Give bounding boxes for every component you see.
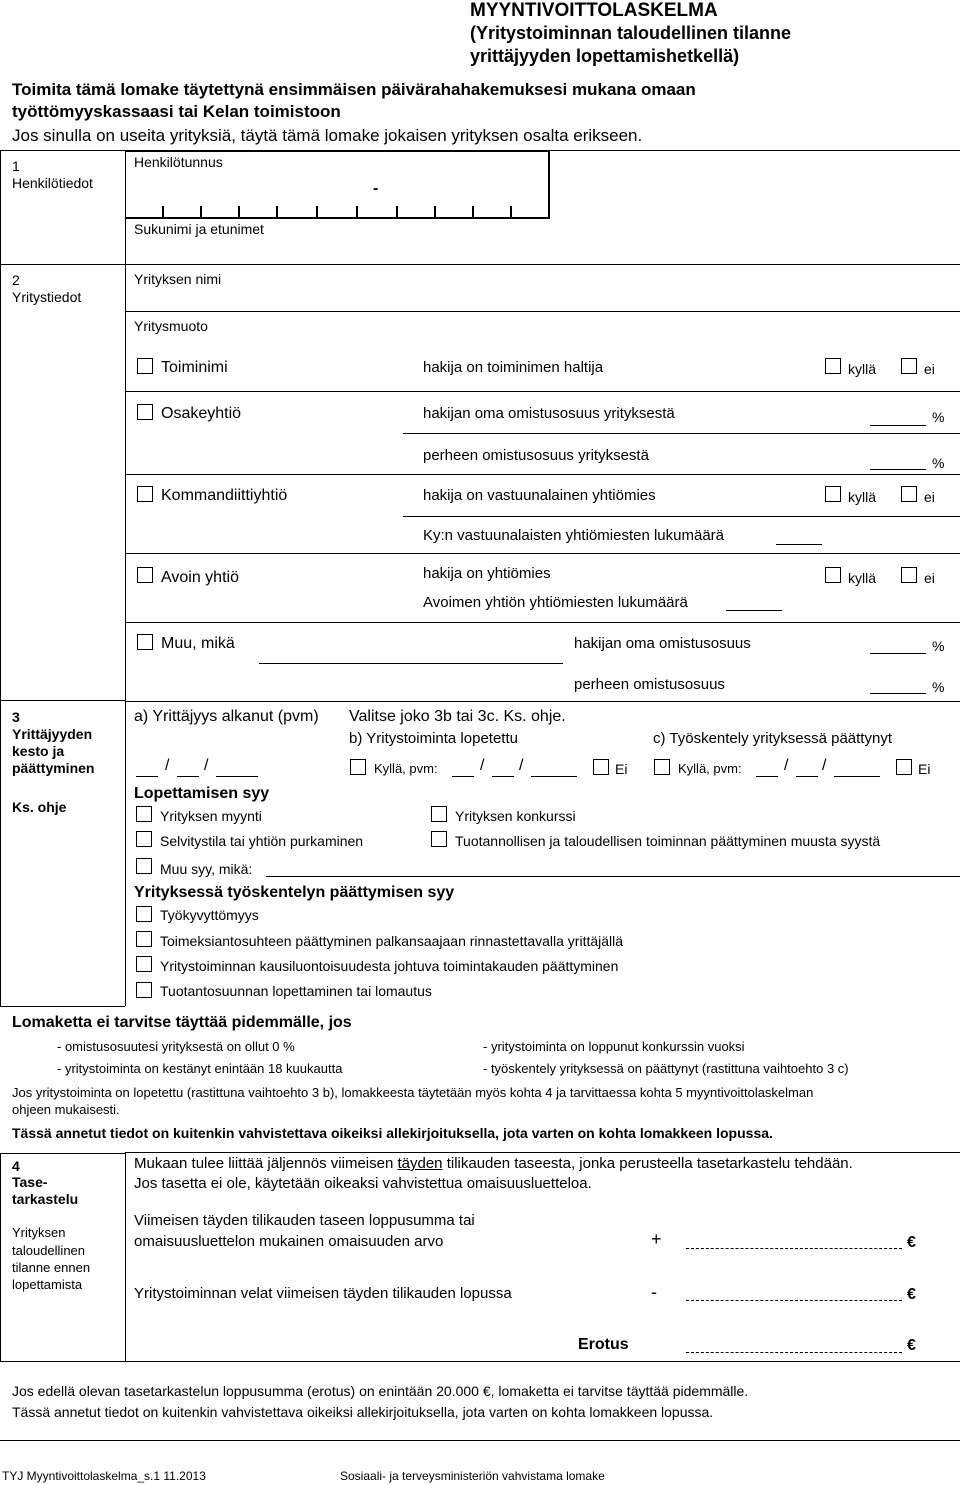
date-slash: / <box>784 757 789 774</box>
ay-partner-count-label: Avoimen yhtiön yhtiömiesten lukumäärä <box>423 594 688 611</box>
reason-title: Lopettamisen syy <box>134 785 270 802</box>
toiminimi-question: hakija on toiminimen haltija <box>423 359 604 376</box>
oy-family-share-label: perheen omistusosuus yrityksestä <box>423 447 649 464</box>
reason-other-ending-label: Tuotannollisen ja taloudellisen toiminnan päättyminen muusta syystä <box>455 833 881 849</box>
ay-checkbox[interactable] <box>137 567 153 583</box>
date-slash: / <box>519 757 524 774</box>
divider <box>125 701 960 702</box>
c-year-input[interactable] <box>834 776 880 777</box>
balance-instruction-underlined: täyden <box>397 1155 443 1172</box>
euro-sign: € <box>907 1234 916 1251</box>
muu-label: Muu, mikä <box>161 635 235 652</box>
no-label: ei <box>924 489 935 505</box>
work-layoff-checkbox[interactable] <box>136 982 152 998</box>
assets-label-line1: Viimeisen täyden tilikauden taseen loppusumma tai <box>134 1212 475 1229</box>
section3-number: 3 <box>12 709 20 725</box>
section4-sub-line4: lopettamista <box>12 1277 83 1292</box>
form-title: MYYNTIVOITTOLASKELMA <box>470 0 718 21</box>
difference-label: Erotus <box>578 1336 629 1353</box>
section4-sub-line1: Yrityksen <box>12 1225 66 1240</box>
reason-liquidation-checkbox[interactable] <box>136 831 152 847</box>
b-month-input[interactable] <box>492 776 514 777</box>
bottom-note-line2: Tässä annetut tiedot on kuitenkin vahvistettava oikeiksi allekirjoituksella, jota varten on kohta lomakkeen lopussa. <box>12 1404 714 1420</box>
section3-title-line2: kesto ja <box>12 743 65 759</box>
assets-input[interactable] <box>686 1248 902 1249</box>
reason-other-ending-checkbox[interactable] <box>431 831 447 847</box>
ssn-dash: - <box>373 180 379 197</box>
notice-item: - yritystoiminta on loppunut konkurssin vuoksi <box>483 1039 745 1054</box>
euro-sign: € <box>907 1337 916 1354</box>
ssn-tick <box>200 206 202 218</box>
muu-family-share-label: perheen omistusosuus <box>574 676 725 693</box>
section3-title-line1: Yrittäjyyden <box>12 726 93 742</box>
start-date-label: a) Yrittäjyys alkanut (pvm) <box>134 708 319 725</box>
percent-sign: % <box>932 679 945 695</box>
section2-number: 2 <box>12 272 20 288</box>
section1-title: Henkilötiedot <box>12 175 93 191</box>
notice-paragraph-line2: ohjeen mukaisesti. <box>12 1102 120 1117</box>
form-subtitle-line1: (Yritystoiminnan taloudellinen tilanne <box>470 23 792 43</box>
no-label: ei <box>924 361 935 377</box>
assets-label-line2: omaisuusluettelon mukainen omaisuuden arvo <box>134 1233 444 1250</box>
section4-sub-line3: tilanne ennen <box>12 1260 91 1275</box>
see-instructions: Ks. ohje <box>12 799 67 815</box>
ssn-tick <box>396 206 398 218</box>
oy-own-share-label: hakijan oma omistusosuus yrityksestä <box>423 405 675 422</box>
section4-title-line1: Tase- <box>12 1174 48 1190</box>
divider <box>125 311 960 312</box>
section3-title-line3: päättyminen <box>12 760 95 776</box>
percent-sign: % <box>932 409 945 425</box>
percent-sign: % <box>932 455 945 471</box>
form-subtitle-line2: yrittäjyyden lopettamishetkellä) <box>470 46 740 66</box>
option-c-yes-checkbox[interactable] <box>654 759 670 775</box>
date-slash: / <box>204 757 209 774</box>
balance-instruction-line1 <box>134 1155 853 1172</box>
reason-sale-label: Yrityksen myynti <box>160 808 262 824</box>
reason-other-input[interactable] <box>266 876 960 877</box>
ay-label: Avoin yhtiö <box>161 569 239 586</box>
ssn-tick <box>162 206 164 218</box>
ay-partner-count-input[interactable] <box>726 610 782 611</box>
ay-no-checkbox[interactable] <box>901 567 917 583</box>
ky-no-checkbox[interactable] <box>901 486 917 502</box>
notice-title: Lomaketta ei tarvitse täyttää pidemmälle, jos <box>12 1014 352 1031</box>
no-label: ei <box>924 570 935 586</box>
work-contract-end-label: Toimeksiantosuhteen päättyminen palkansaajaan rinnastettavalla yrittäjällä <box>160 933 624 949</box>
notice-confirmation: Tässä annetut tiedot on kuitenkin vahvistettava oikeiksi allekirjoituksella, jota varten on kohta lomakkeen lopussa. <box>12 1125 773 1141</box>
yes-date-label: Kyllä, pvm: <box>374 761 438 776</box>
percent-sign: % <box>932 638 945 654</box>
c-month-input[interactable] <box>796 776 818 777</box>
ssn-tick <box>510 206 512 218</box>
divider <box>0 1153 125 1154</box>
ssn-input[interactable] <box>125 150 550 219</box>
reason-liquidation-label: Selvitystila tai yhtiön purkaminen <box>160 833 364 849</box>
option-b-yes-checkbox[interactable] <box>350 759 366 775</box>
frame-left <box>0 1153 1 1361</box>
muu-what-input[interactable] <box>259 663 563 664</box>
section4-title-line2: tarkastelu <box>12 1191 79 1207</box>
intro-line2: työttömyyskassaasi tai Kelan toimistoon <box>12 102 341 121</box>
start-year-input[interactable] <box>216 776 258 777</box>
choose-instruction: Valitse joko 3b tai 3c. Ks. ohje. <box>349 708 566 725</box>
name-label: Sukunimi ja etunimet <box>134 221 264 237</box>
section1-number: 1 <box>12 158 20 174</box>
ssn-tick <box>276 206 278 218</box>
work-incapacity-checkbox[interactable] <box>136 906 152 922</box>
divider <box>125 391 960 392</box>
yes-label: kyllä <box>848 570 877 586</box>
frame-column <box>125 1152 126 1361</box>
frame-column <box>125 150 126 1006</box>
divider <box>0 700 125 701</box>
footer-ministry: Sosiaali- ja terveysministeriön vahvistama lomake <box>340 1469 605 1483</box>
oy-own-share-input[interactable] <box>870 425 926 426</box>
option-b-no-checkbox[interactable] <box>593 759 609 775</box>
option-c-no-checkbox[interactable] <box>896 759 912 775</box>
ky-partner-count-input[interactable] <box>776 544 822 545</box>
work-contract-end-checkbox[interactable] <box>136 931 152 947</box>
plus-sign: + <box>651 1229 662 1249</box>
divider <box>125 622 960 623</box>
divider <box>403 433 960 434</box>
work-seasonal-checkbox[interactable] <box>136 956 152 972</box>
reason-bankruptcy-checkbox[interactable] <box>431 806 447 822</box>
notice-item: - yritystoiminta on kestänyt enintään 18 kuukautta <box>57 1061 343 1076</box>
reason-sale-checkbox[interactable] <box>136 806 152 822</box>
minus-sign: - <box>651 1282 657 1302</box>
divider <box>0 150 125 151</box>
b-year-input[interactable] <box>531 776 577 777</box>
divider <box>0 1361 960 1362</box>
notice-paragraph-line1: Jos yritystoiminta on lopetettu (rastittuna vaihtoehto 3 b), lomakkeesta täytetään myös kohta 4 ja tarvittaessa kohta 5 myyntivoittolaskelman <box>12 1085 814 1100</box>
no-label: Ei <box>615 761 628 777</box>
difference-input[interactable] <box>686 1352 902 1353</box>
company-name-input[interactable] <box>126 289 960 310</box>
ky-checkbox[interactable] <box>137 486 153 502</box>
ky-partner-question: hakija on vastuunalainen yhtiömies <box>423 487 656 504</box>
balance-instruction-a: Mukaan tulee liittää jäljennös viimeisen <box>134 1155 398 1172</box>
divider <box>0 264 960 265</box>
divider <box>125 474 960 475</box>
notice-item: - omistusosuutesi yrityksestä on ollut 0 % <box>57 1039 295 1054</box>
divider <box>125 1152 960 1153</box>
ky-partner-count-label: Ky:n vastuunalaisten yhtiömiesten lukumäärä <box>423 527 724 544</box>
muu-checkbox[interactable] <box>137 634 153 650</box>
muu-own-share-label: hakijan oma omistusosuus <box>574 635 751 652</box>
balance-instruction-b: tilikauden taseesta, jonka perusteella tasetarkastelu tehdään. <box>442 1155 853 1172</box>
intro-line3: Jos sinulla on useita yrityksiä, täytä tämä lomake jokaisen yrityksen osalta erikseen. <box>12 126 643 145</box>
ssn-tick <box>472 206 474 218</box>
euro-sign: € <box>907 1286 916 1303</box>
footer-form-id: TYJ Myyntivoittolaskelma_s.1 11.2013 <box>2 1469 206 1483</box>
toiminimi-yes-checkbox[interactable] <box>825 358 841 374</box>
divider <box>0 1440 960 1441</box>
ssn-label: Henkilötunnus <box>134 154 223 170</box>
work-end-title: Yrityksessä työskentelyn päättymisen syy <box>134 884 455 901</box>
company-name-label: Yrityksen nimi <box>134 271 222 287</box>
toiminimi-label: Toiminimi <box>161 359 228 376</box>
ky-yes-checkbox[interactable] <box>825 486 841 502</box>
company-form-label: Yritysmuoto <box>134 318 208 334</box>
date-slash: / <box>165 757 170 774</box>
ssn-tick <box>434 206 436 218</box>
option-c-label: c) Työskentely yrityksessä päättynyt <box>653 730 892 747</box>
toiminimi-checkbox[interactable] <box>137 358 153 374</box>
muu-own-share-input[interactable] <box>870 653 926 654</box>
reason-other-checkbox[interactable] <box>136 858 152 874</box>
no-label: Ei <box>918 761 931 777</box>
start-day-input[interactable] <box>136 776 158 777</box>
ay-partner-question: hakija on yhtiömies <box>423 565 551 582</box>
section4-number: 4 <box>12 1158 20 1174</box>
divider <box>125 553 960 554</box>
yes-label: kyllä <box>848 489 877 505</box>
intro-line1: Toimita tämä lomake täytettynä ensimmäisen päivärahahakemuksesi mukana omaan <box>12 80 696 99</box>
balance-instruction-line2: Jos tasetta ei ole, käytetään oikeaksi vahvistettua omaisuusluetteloa. <box>134 1175 592 1192</box>
work-seasonal-label: Yritystoiminnan kausiluontoisuudesta johtuva toimintakauden päättyminen <box>160 958 619 974</box>
frame-left <box>0 150 1 1006</box>
reason-other-label: Muu syy, mikä: <box>160 861 253 877</box>
toiminimi-no-checkbox[interactable] <box>901 358 917 374</box>
c-day-input[interactable] <box>756 776 778 777</box>
muu-family-share-input[interactable] <box>870 693 926 694</box>
ay-yes-checkbox[interactable] <box>825 567 841 583</box>
ssn-tick <box>316 206 318 218</box>
start-month-input[interactable] <box>177 776 199 777</box>
work-incapacity-label: Työkyvyttömyys <box>160 907 259 923</box>
bottom-note-line1: Jos edellä olevan tasetarkastelun loppusumma (erotus) on enintään 20.000 €, lomaketta ei tarvitse täyttää pidemmälle. <box>12 1383 749 1399</box>
work-layoff-label: Tuotantosuunnan lopettaminen tai lomautus <box>160 983 432 999</box>
divider <box>0 1006 125 1007</box>
name-input[interactable] <box>126 240 960 264</box>
option-b-label: b) Yritystoiminta lopetettu <box>349 730 518 747</box>
osakeyhtio-checkbox[interactable] <box>137 404 153 420</box>
oy-family-share-input[interactable] <box>870 469 926 470</box>
osakeyhtio-label: Osakeyhtiö <box>161 405 242 422</box>
divider <box>550 150 960 151</box>
yes-date-label: Kyllä, pvm: <box>678 761 742 776</box>
section2-title: Yritystiedot <box>12 289 82 305</box>
notice-item: - työskentely yrityksessä on päättynyt (rastittuna vaihtoehto 3 c) <box>483 1061 849 1076</box>
debts-label: Yritystoiminnan velat viimeisen täyden tilikauden lopussa <box>134 1285 512 1302</box>
ky-label: Kommandiittiyhtiö <box>161 487 288 504</box>
debts-input[interactable] <box>686 1300 902 1301</box>
ssn-tick <box>238 206 240 218</box>
reason-bankruptcy-label: Yrityksen konkurssi <box>455 808 576 824</box>
ssn-tick <box>356 206 358 218</box>
b-day-input[interactable] <box>452 776 474 777</box>
yes-label: kyllä <box>848 361 877 377</box>
date-slash: / <box>822 757 827 774</box>
divider <box>403 516 960 517</box>
date-slash: / <box>480 757 485 774</box>
section4-sub-line2: taloudellinen <box>12 1243 86 1258</box>
